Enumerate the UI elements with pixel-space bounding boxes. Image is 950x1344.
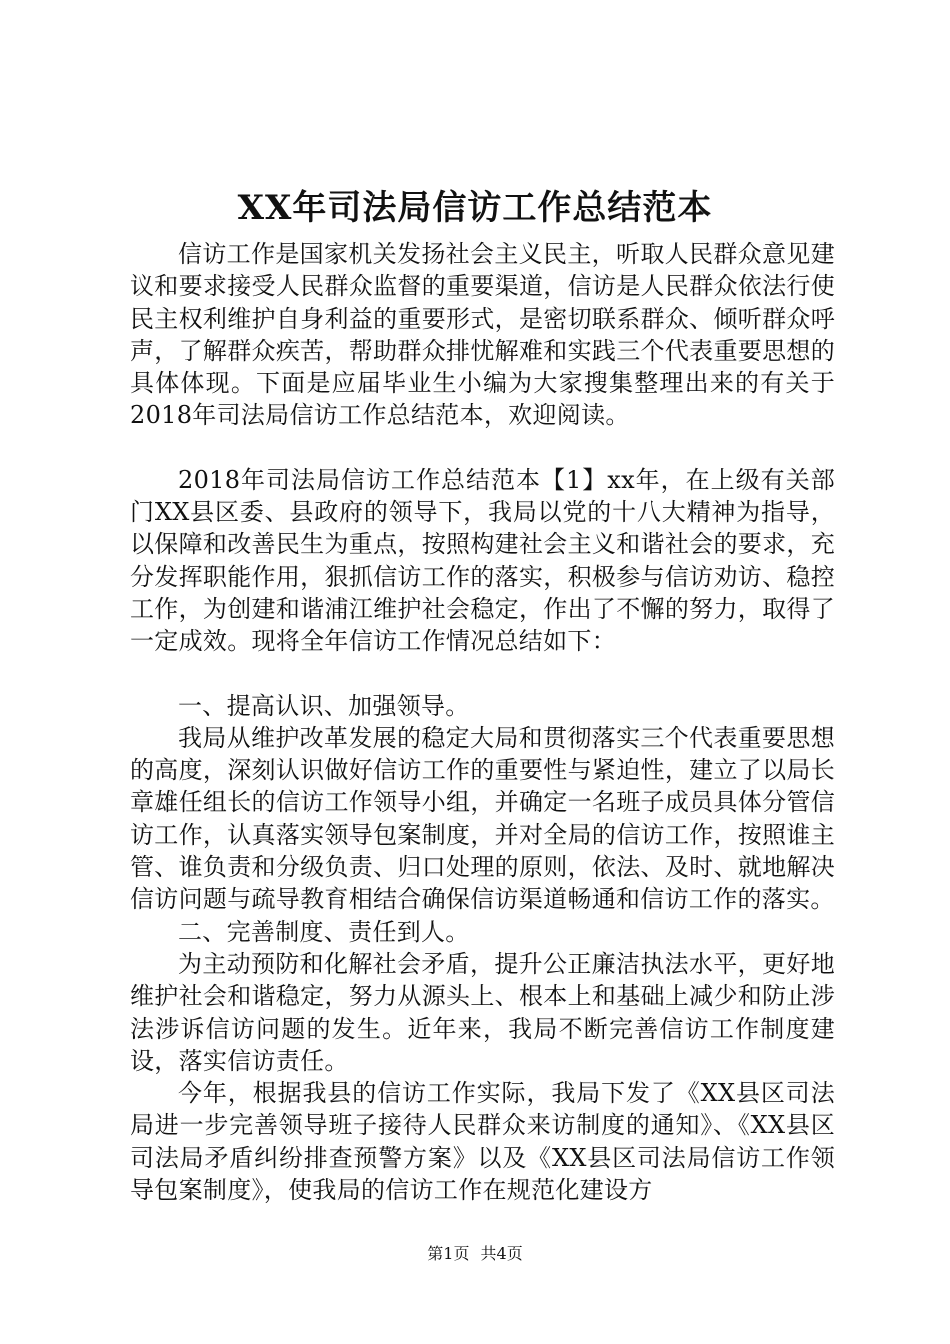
page-number: 第1页 xyxy=(427,1244,470,1263)
document-title: XX年司法局信访工作总结范本 xyxy=(237,188,713,228)
page-footer xyxy=(0,1244,950,1264)
intro-paragraph: 信访工作是国家机关发扬社会主义民主，听取人民群众意见建议和要求接受人民群众监督的重要渠道，信访是人民群众依法行使民主权利维护自身利益的重要形式，是密切联系群众、倾听群众呼声，了解群众疾苦，帮助群众排忧解难和实践三个代表重要思想的具体体现。下面是应届毕业生小编为大家搜集整理出来的有关于2018年司法局信访工作总结范本，欢迎阅读。 xyxy=(130,240,835,430)
body-paragraph: 为主动预防和化解社会矛盾，提升公正廉洁执法水平，更好地维护社会和谐稳定，努力从源头上、根本上和基础上减少和防止涉法涉诉信访问题的发生。近年来，我局不断完善信访工作制度建设，落实信访责任。 xyxy=(130,949,835,1075)
section-heading: 一、提高认识、加强领导。 xyxy=(178,691,470,720)
section-heading: 二、完善制度、责任到人。 xyxy=(178,917,470,946)
body-paragraph: 今年，根据我县的信访工作实际，我局下发了《XX县区司法局进一步完善领导班子接待人民群众来访制度的通知》、《XX县区司法局矛盾纠纷排查预警方案》以及《XX县区司法局信访工作领导包案制度》，使我局的信访工作在规范化建设方 xyxy=(130,1079,835,1205)
body-paragraph: 我局从维护改革发展的稳定大局和贯彻落实三个代表重要思想的高度，深刻认识做好信访工作的重要性与紧迫性，建立了以局长章雄任组长的信访工作领导小组，并确定一名班子成员具体分管信访工作，认真落实领导包案制度，并对全局的信访工作，按照谁主管、谁负责和分级负责、归口处理的原则，依法、及时、就地解决信访问题与疏导教育相结合确保信访渠道畅通和信访工作的落实。 xyxy=(130,723,835,914)
document-body xyxy=(130,238,835,1206)
page-total: 共4页 xyxy=(480,1244,523,1263)
body-paragraph: 2018年司法局信访工作总结范本【1】xx年，在上级有关部门XX县区委、县政府的领导下，我局以党的十八大精神为指导，以保障和改善民生为重点，按照构建社会主义和谐社会的要求，充分发挥职能作用，狠抓信访工作的落实，积极参与信访劝访、稳控工作，为创建和谐浦江维护社会稳定，作出了不懈的努力，取得了一定成效。现将全年信访工作情况总结如下： xyxy=(130,465,835,656)
